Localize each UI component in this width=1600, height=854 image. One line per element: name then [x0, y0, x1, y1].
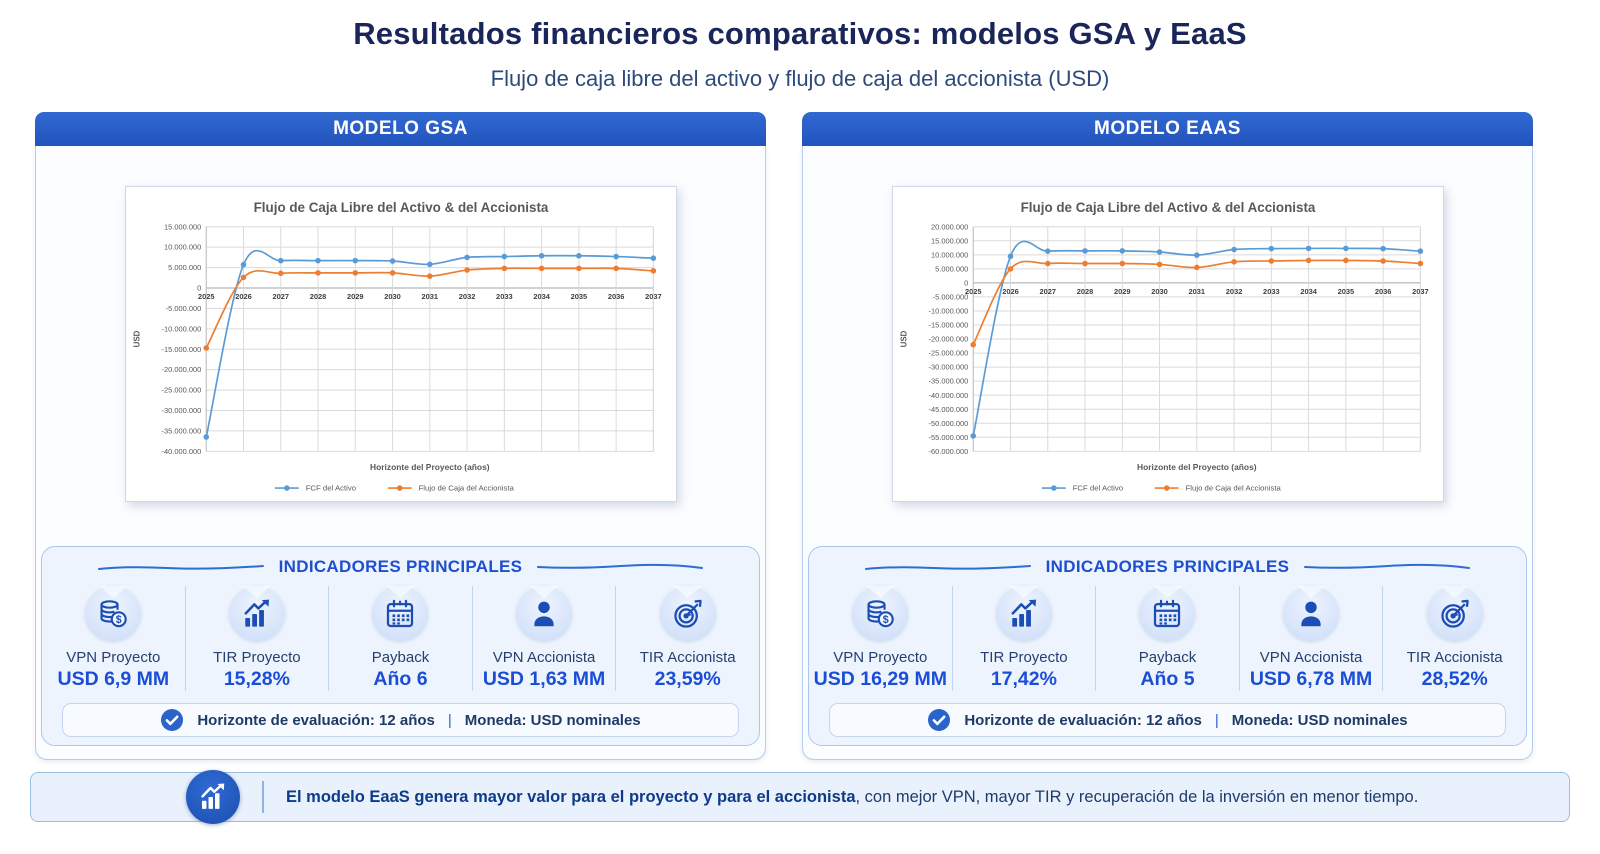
svg-text:2034: 2034 — [1299, 286, 1317, 296]
svg-text:15.000.000: 15.000.000 — [930, 236, 968, 246]
divider-line — [97, 563, 265, 572]
svg-text:2025: 2025 — [197, 291, 215, 301]
panel-eaas-body — [802, 146, 1533, 760]
panel-eaas — [802, 112, 1533, 760]
svg-text:Flujo de Caja Libre del Activo: Flujo de Caja Libre del Activo & del Accionista — [253, 199, 548, 215]
svg-text:2025: 2025 — [964, 286, 982, 296]
check-icon — [160, 708, 184, 732]
kpi-value: 15,28% — [223, 668, 290, 690]
svg-text:-20.000.000: -20.000.000 — [928, 334, 968, 344]
svg-text:-50.000.000: -50.000.000 — [928, 418, 968, 428]
svg-text:5.000.000: 5.000.000 — [934, 264, 968, 274]
svg-text:20.000.000: 20.000.000 — [930, 222, 968, 232]
kpi-vpn-proyecto — [809, 586, 952, 691]
conclusion-rest: , con mejor VPN, mayor TIR y recuperación de la inversión en menor tiempo. — [855, 787, 1419, 806]
kpi-value: USD 16,29 MM — [813, 668, 947, 690]
growth-chart-icon — [1008, 598, 1040, 630]
kpi-label: VPN Proyecto — [833, 649, 928, 666]
target-icon — [672, 598, 704, 630]
horizon-text: Horizonte de evaluación: 12 años — [197, 711, 435, 729]
svg-text:-20.000.000: -20.000.000 — [161, 365, 201, 375]
calendar-icon — [384, 598, 416, 630]
svg-text:15.000.000: 15.000.000 — [163, 222, 201, 232]
svg-text:2028: 2028 — [309, 291, 326, 301]
coins-icon — [97, 598, 129, 630]
panel-gsa-body — [35, 146, 766, 760]
eaas-evaluation-note — [829, 703, 1506, 737]
svg-text:0: 0 — [196, 283, 201, 293]
svg-text:2035: 2035 — [570, 291, 587, 301]
svg-text:2036: 2036 — [1374, 286, 1391, 296]
kpi-tir-proyecto — [185, 586, 329, 691]
coins-icon — [864, 598, 896, 630]
svg-text:2029: 2029 — [346, 291, 364, 301]
kpi-label: TIR Accionista — [1406, 649, 1503, 666]
svg-text:-35.000.000: -35.000.000 — [161, 426, 201, 436]
svg-text:2029: 2029 — [1113, 286, 1131, 296]
gsa-indicators — [41, 546, 760, 746]
svg-text:2031: 2031 — [421, 291, 438, 301]
svg-text:FCF del Activo: FCF del Activo — [305, 483, 356, 493]
svg-text:-30.000.000: -30.000.000 — [161, 406, 201, 416]
banner-icon-circle — [186, 770, 240, 824]
kpi-label: VPN Accionista — [492, 649, 596, 666]
svg-text:-60.000.000: -60.000.000 — [928, 446, 968, 456]
kpi-value: USD 6,78 MM — [1249, 668, 1373, 690]
svg-text:2032: 2032 — [1225, 286, 1242, 296]
divider-line — [1303, 563, 1471, 572]
svg-text:USD: USD — [132, 330, 142, 348]
svg-text:2035: 2035 — [1337, 286, 1354, 296]
panel-eaas-header: MODELO EAAS — [802, 112, 1533, 146]
svg-text:-30.000.000: -30.000.000 — [928, 362, 968, 372]
svg-text:-40.000.000: -40.000.000 — [928, 390, 968, 400]
svg-text:-55.000.000: -55.000.000 — [928, 432, 968, 442]
currency-text: Moneda: USD nominales — [464, 711, 641, 729]
footer-separator: | — [1214, 711, 1219, 729]
kpi-tir-accionista — [1382, 586, 1526, 691]
kpi-tir-proyecto — [952, 586, 1096, 691]
svg-text:Flujo de Caja del Accionista: Flujo de Caja del Accionista — [1185, 483, 1281, 493]
growth-chart-icon — [241, 598, 273, 630]
indicators-title: INDICADORES PRINCIPALES — [278, 557, 523, 576]
svg-text:2033: 2033 — [1262, 286, 1280, 296]
svg-text:2033: 2033 — [495, 291, 513, 301]
calendar-icon — [1151, 598, 1183, 630]
eaas-indicators — [808, 546, 1527, 746]
svg-text:-15.000.000: -15.000.000 — [928, 320, 968, 330]
gsa-evaluation-note — [62, 703, 739, 737]
svg-text:2028: 2028 — [1076, 286, 1093, 296]
svg-text:Flujo de Caja Libre del Activo: Flujo de Caja Libre del Activo & del Accionista — [1020, 199, 1315, 215]
kpi-label: VPN Accionista — [1259, 649, 1363, 666]
kpi-label: Payback — [1138, 649, 1197, 666]
svg-text:10.000.000: 10.000.000 — [930, 250, 968, 260]
panel-gsa — [35, 112, 766, 760]
svg-text:-10.000.000: -10.000.000 — [161, 324, 201, 334]
kpi-tir-accionista — [615, 586, 759, 691]
svg-text:2026: 2026 — [234, 291, 252, 301]
svg-text:-45.000.000: -45.000.000 — [928, 404, 968, 414]
kpi-label: TIR Accionista — [639, 649, 736, 666]
eaas-cashflow-chart — [893, 187, 1443, 501]
conclusion-highlight: El modelo EaaS genera mayor valor para el proyecto y para el accionista — [286, 787, 856, 806]
svg-text:USD: USD — [899, 330, 909, 348]
currency-text: Moneda: USD nominales — [1231, 711, 1408, 729]
kpi-label: TIR Proyecto — [980, 649, 1068, 666]
page-subtitle: Flujo de caja libre del activo y flujo de caja del accionista (USD) — [490, 66, 1110, 91]
svg-text:Horizonte del Proyecto (años): Horizonte del Proyecto (años) — [1136, 462, 1257, 473]
svg-text:2034: 2034 — [532, 291, 550, 301]
divider-line — [864, 563, 1032, 572]
indicators-title: INDICADORES PRINCIPALES — [1045, 557, 1290, 576]
kpi-vpn-proyecto — [42, 586, 185, 691]
kpi-payback — [328, 586, 472, 691]
kpi-vpn-accionista — [472, 586, 616, 691]
kpi-payback — [1095, 586, 1239, 691]
svg-text:-5.000.000: -5.000.000 — [932, 292, 968, 302]
svg-text:Horizonte del Proyecto (años): Horizonte del Proyecto (años) — [369, 462, 490, 473]
gsa-chart-card — [125, 186, 677, 502]
person-icon — [1295, 598, 1327, 630]
svg-text:-25.000.000: -25.000.000 — [161, 385, 201, 395]
svg-text:2032: 2032 — [458, 291, 475, 301]
conclusion-banner — [30, 772, 1570, 822]
svg-text:2037: 2037 — [1411, 286, 1429, 296]
kpi-value: 17,42% — [990, 668, 1057, 690]
kpi-value: Año 6 — [373, 668, 428, 690]
svg-text:0: 0 — [963, 278, 968, 288]
kpi-value: USD 1,63 MM — [482, 668, 606, 690]
check-icon — [927, 708, 951, 732]
kpi-label: VPN Proyecto — [66, 649, 161, 666]
footer-separator: | — [447, 711, 452, 729]
svg-text:-10.000.000: -10.000.000 — [928, 306, 968, 316]
banner-divider — [262, 781, 264, 813]
svg-text:2037: 2037 — [644, 291, 662, 301]
svg-text:-5.000.000: -5.000.000 — [165, 303, 201, 313]
svg-text:2036: 2036 — [607, 291, 624, 301]
growth-chart-icon — [198, 782, 228, 812]
svg-text:-40.000.000: -40.000.000 — [161, 446, 201, 456]
svg-text:5.000.000: 5.000.000 — [167, 263, 201, 273]
kpi-value: 23,59% — [654, 668, 721, 690]
page-title: Resultados financieros comparativos: modelos GSA y EaaS — [353, 16, 1247, 51]
svg-text:2026: 2026 — [1001, 286, 1019, 296]
svg-text:2030: 2030 — [383, 291, 401, 301]
svg-text:-35.000.000: -35.000.000 — [928, 376, 968, 386]
conclusion-text — [286, 788, 1418, 807]
eaas-chart-card — [892, 186, 1444, 502]
svg-text:2027: 2027 — [271, 291, 289, 301]
svg-text:2031: 2031 — [1188, 286, 1205, 296]
target-icon — [1439, 598, 1471, 630]
kpi-value: Año 5 — [1140, 668, 1195, 690]
person-icon — [528, 598, 560, 630]
kpi-label: Payback — [371, 649, 430, 666]
kpi-value: 28,52% — [1421, 668, 1488, 690]
svg-text:2030: 2030 — [1150, 286, 1168, 296]
horizon-text: Horizonte de evaluación: 12 años — [964, 711, 1202, 729]
panel-gsa-header: MODELO GSA — [35, 112, 766, 146]
svg-text:2027: 2027 — [1038, 286, 1056, 296]
gsa-cashflow-chart — [126, 187, 676, 501]
kpi-label: TIR Proyecto — [213, 649, 301, 666]
divider-line — [536, 563, 704, 572]
kpi-value: USD 6,9 MM — [57, 668, 170, 690]
svg-text:-15.000.000: -15.000.000 — [161, 344, 201, 354]
svg-text:FCF del Activo: FCF del Activo — [1072, 483, 1123, 493]
svg-text:Flujo de Caja del Accionista: Flujo de Caja del Accionista — [418, 483, 514, 493]
svg-text:-25.000.000: -25.000.000 — [928, 348, 968, 358]
svg-text:10.000.000: 10.000.000 — [163, 242, 201, 252]
kpi-vpn-accionista — [1239, 586, 1383, 691]
